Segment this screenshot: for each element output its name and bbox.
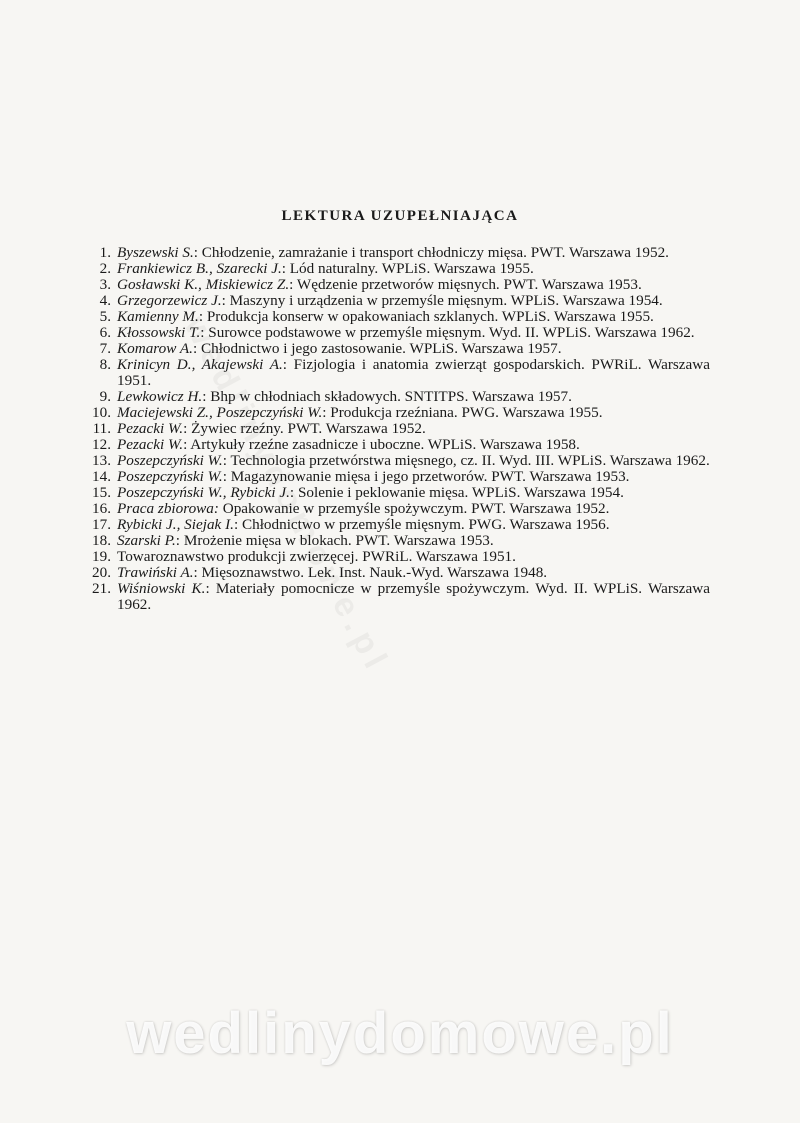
entry-citation: : Wędzenie przetworów mięsnych. PWT. Warszawa 1953. (289, 276, 642, 293)
entry-citation: : Surowce podstawowe w przemyśle mięsnym. Wyd. II. WPLiS. Warszawa 1962. (200, 324, 695, 341)
entry-authors: Wiśniowski K. (117, 580, 206, 597)
entry-authors: Lewkowicz H. (117, 388, 203, 405)
entry-authors: Pezacki W. (117, 420, 184, 437)
bibliography-entry (88, 389, 710, 405)
entry-number: 18. (92, 532, 111, 549)
entry-authors: Byszewski S. (117, 244, 194, 261)
bibliography-entry (88, 453, 710, 469)
bibliography-list (88, 245, 710, 613)
entry-citation: : Produkcja rzeźniana. PWG. Warszawa 1955. (322, 404, 603, 421)
entry-text (117, 581, 710, 613)
entry-text (117, 309, 710, 325)
entry-text (117, 549, 710, 565)
entry-citation: : Fizjologia i anatomia zwierząt gospodarskich. PWRiL. Warszawa 1951. (117, 356, 710, 389)
bibliography-entry (88, 549, 710, 565)
entry-text (117, 533, 710, 549)
entry-authors: Gosławski K., Miskiewicz Z. (117, 276, 290, 293)
entry-authors: Poszepczyński W., Rybicki J. (117, 484, 290, 501)
entry-number: 1. (99, 244, 111, 261)
entry-citation: Opakowanie w przemyśle spożywczym. PWT. Warszawa 1952. (218, 500, 610, 517)
bibliography-entry (88, 277, 710, 293)
bibliography-entry (88, 405, 710, 421)
entry-citation: : Bhp w chłodniach składowych. SNTITPS. Warszawa 1957. (202, 388, 572, 405)
entry-authors: Komarow A. (117, 340, 193, 357)
bibliography-entry (88, 357, 710, 389)
entry-authors: Kamienny M. (117, 308, 199, 325)
entry-text (117, 245, 710, 261)
entry-citation: : Produkcja konserw w opakowaniach szklanych. WPLiS. Warszawa 1955. (198, 308, 654, 325)
entry-citation: : Żywiec rzeźny. PWT. Warszawa 1952. (183, 420, 426, 437)
entry-authors: Pezacki W. (117, 436, 184, 453)
entry-number: 17. (92, 516, 111, 533)
entry-text (117, 485, 710, 501)
entry-number: 10. (92, 404, 111, 421)
bibliography-entry (88, 309, 710, 325)
entry-number: 3. (99, 276, 111, 293)
entry-number: 6. (99, 324, 111, 341)
bibliography-entry (88, 501, 710, 517)
entry-text (117, 501, 710, 517)
entry-authors: Poszepczyński W. (117, 468, 223, 485)
entry-authors: Szarski P. (117, 532, 176, 549)
entry-text (117, 357, 710, 389)
entry-citation: : Solenie i peklowanie mięsa. WPLiS. Warszawa 1954. (289, 484, 624, 501)
entry-number: 5. (99, 308, 111, 325)
entry-text (117, 325, 710, 341)
entry-text (117, 261, 710, 277)
watermark-text: wedlinydomowe.pl (126, 1001, 674, 1066)
entry-citation: : Chłodzenie, zamrażanie i transport chłodniczy mięsa. PWT. Warszawa 1952. (193, 244, 669, 261)
entry-authors: Rybicki J., Siejak I. (117, 516, 234, 533)
entry-number: 9. (99, 388, 111, 405)
entry-text (117, 293, 710, 309)
entry-citation: : Maszyny i urządzenia w przemyśle mięsnym. WPLiS. Warszawa 1954. (221, 292, 663, 309)
bibliography-entry (88, 341, 710, 357)
entry-number: 16. (92, 500, 111, 517)
bibliography-entry (88, 325, 710, 341)
entry-authors: Kłossowski T. (117, 324, 201, 341)
bibliography-entry (88, 245, 710, 261)
entry-number: 12. (92, 436, 111, 453)
entry-text (117, 405, 710, 421)
entry-text (117, 469, 710, 485)
entry-number: 21. (92, 580, 111, 597)
entry-authors: Praca zbiorowa: (117, 500, 219, 517)
entry-number: 15. (92, 484, 111, 501)
bibliography-entry (88, 485, 710, 501)
entry-text (117, 517, 710, 533)
bibliography-entry (88, 421, 710, 437)
bibliography-entry (88, 469, 710, 485)
entry-number: 19. (92, 548, 111, 565)
entry-text (117, 421, 710, 437)
entry-authors: Poszepczyński W. (117, 452, 223, 469)
bibliography-entry (88, 565, 710, 581)
entry-citation: : Chłodnictwo w przemyśle mięsnym. PWG. Warszawa 1956. (233, 516, 610, 533)
page-title: LEKTURA UZUPEŁNIAJĄCA (281, 208, 519, 224)
bibliography-entry (88, 293, 710, 309)
entry-number: 7. (99, 340, 111, 357)
entry-text (117, 389, 710, 405)
entry-citation: : Lód naturalny. WPLiS. Warszawa 1955. (281, 260, 534, 277)
bibliography-entry (88, 533, 710, 549)
entry-text (117, 277, 710, 293)
bibliography-entry (88, 437, 710, 453)
bibliography-entry (88, 517, 710, 533)
entry-authors: Krinicyn D., Akajewski A. (117, 356, 283, 373)
entry-citation: : Chłodnictwo i jego zastosowanie. WPLiS. Warszawa 1957. (192, 340, 562, 357)
entry-number: 2. (99, 260, 111, 277)
entry-citation: : Materiały pomocnicze w przemyśle spożywczym. Wyd. II. WPLiS. Warszawa 1962. (117, 580, 710, 613)
entry-number: 8. (99, 356, 111, 373)
entry-citation: : Mrożenie mięsa w blokach. PWT. Warszawa 1953. (175, 532, 494, 549)
entry-text (117, 453, 710, 469)
entry-authors: Grzegorzewicz J. (117, 292, 222, 309)
entry-citation: : Mięsoznawstwo. Lek. Inst. Nauk.-Wyd. Warszawa 1948. (193, 564, 548, 581)
entry-number: 4. (99, 292, 111, 309)
entry-number: 14. (92, 468, 111, 485)
entry-text (117, 565, 710, 581)
entry-citation: : Artykuły rzeźne zasadnicze i uboczne. WPLiS. Warszawa 1958. (183, 436, 580, 453)
entry-authors: Trawiński A. (117, 564, 194, 581)
entry-number: 13. (92, 452, 111, 469)
entry-text (117, 437, 710, 453)
entry-citation: Towaroznawstwo produkcji zwierzęcej. PWRiL. Warszawa 1951. (117, 548, 516, 565)
entry-authors: Maciejewski Z., Poszepczyński W. (117, 404, 323, 421)
bibliography-entry (88, 581, 710, 613)
entry-citation: : Technologia przetwórstwa mięsnego, cz. II. Wyd. III. WPLiS. Warszawa 1962. (222, 452, 710, 469)
entry-text (117, 341, 710, 357)
entry-number: 11. (92, 420, 111, 437)
entry-citation: : Magazynowanie mięsa i jego przetworów. PWT. Warszawa 1953. (222, 468, 630, 485)
bibliography-entry (88, 261, 710, 277)
entry-number: 20. (92, 564, 111, 581)
entry-authors: Frankiewicz B., Szarecki J. (117, 260, 282, 277)
